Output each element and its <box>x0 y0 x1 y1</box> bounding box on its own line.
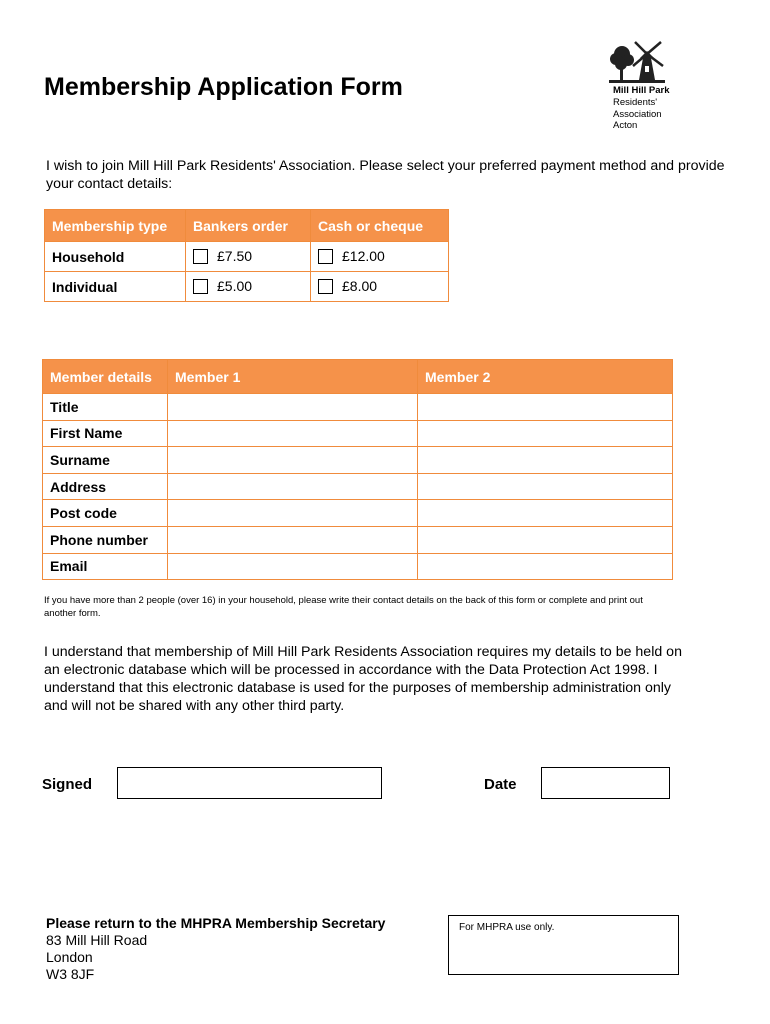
address-line: W3 8JF <box>46 966 95 982</box>
table-header-row <box>45 210 449 242</box>
member2-title-field[interactable] <box>418 394 673 421</box>
table-row <box>43 420 673 447</box>
logo-name: Mill Hill Park <box>613 85 670 96</box>
member-details-table <box>42 359 673 580</box>
logo <box>607 40 687 132</box>
field-label: Title <box>43 394 168 421</box>
signature-field[interactable] <box>117 767 382 799</box>
field-label: Address <box>43 473 168 500</box>
table-row <box>45 242 449 272</box>
price: £12.00 <box>342 248 385 265</box>
table-row <box>43 553 673 580</box>
price: £7.50 <box>217 248 253 265</box>
individual-bankers-option[interactable] <box>186 272 311 302</box>
checkbox[interactable] <box>193 279 208 294</box>
member2-post-code-field[interactable] <box>418 500 673 527</box>
price: £5.00 <box>217 278 253 295</box>
header-membership-type: Membership type <box>45 210 186 242</box>
member1-phone-field[interactable] <box>168 526 418 553</box>
member2-email-field[interactable] <box>418 553 673 580</box>
page-title: Membership Application Form <box>44 73 403 101</box>
field-label: Email <box>43 553 168 580</box>
member1-email-field[interactable] <box>168 553 418 580</box>
header-member-details: Member details <box>43 360 168 394</box>
household-cash-option[interactable] <box>311 242 449 272</box>
header-cash-cheque: Cash or cheque <box>311 210 449 242</box>
return-address <box>46 915 385 983</box>
row-label: Individual <box>45 272 186 302</box>
checkbox[interactable] <box>318 279 333 294</box>
address-line: London <box>46 949 93 965</box>
data-protection-declaration: I understand that membership of Mill Hill Park Residents Association requires my details to be held on an electronic database which will be processed in accordance with the Data Protection Act 1998. I understand that this electronic database is used for the purposes of membership administration only and will not be shared with any other third party. <box>44 644 682 714</box>
membership-table <box>44 209 449 302</box>
logo-line: Acton <box>613 120 638 131</box>
logo-line: Residents' <box>613 97 658 108</box>
return-heading: Please return to the MHPRA Membership Secretary <box>46 915 386 931</box>
header-member-1: Member 1 <box>168 360 418 394</box>
household-note: If you have more than 2 people (over 16) in your household, please write their contact details on the back of this form or complete and print out another form. <box>44 595 643 619</box>
table-row <box>45 272 449 302</box>
price: £8.00 <box>342 278 378 295</box>
member1-address-field[interactable] <box>168 473 418 500</box>
household-bankers-option[interactable] <box>186 242 311 272</box>
individual-cash-option[interactable] <box>311 272 449 302</box>
intro-text: I wish to join Mill Hill Park Residents' Association. Please select your preferred payment method and provide your contact details: <box>46 158 725 192</box>
date-field[interactable] <box>541 767 670 799</box>
member2-surname-field[interactable] <box>418 447 673 474</box>
member2-first-name-field[interactable] <box>418 420 673 447</box>
table-row <box>43 394 673 421</box>
office-use-label: For MHPRA use only. <box>459 922 555 933</box>
member2-address-field[interactable] <box>418 473 673 500</box>
checkbox[interactable] <box>318 249 333 264</box>
address-line: 83 Mill Hill Road <box>46 932 148 948</box>
member1-surname-field[interactable] <box>168 447 418 474</box>
checkbox[interactable] <box>193 249 208 264</box>
table-row <box>43 473 673 500</box>
member2-phone-field[interactable] <box>418 526 673 553</box>
office-use-box <box>448 915 679 975</box>
table-row <box>43 526 673 553</box>
table-row <box>43 500 673 527</box>
field-label: Surname <box>43 447 168 474</box>
row-label: Household <box>45 242 186 272</box>
signed-label: Signed <box>42 776 93 793</box>
member1-title-field[interactable] <box>168 394 418 421</box>
member1-post-code-field[interactable] <box>168 500 418 527</box>
table-header-row <box>43 360 673 394</box>
header-bankers-order: Bankers order <box>186 210 311 242</box>
field-label: Phone number <box>43 526 168 553</box>
logo-line: Association <box>613 108 662 120</box>
header-member-2: Member 2 <box>418 360 673 394</box>
table-row <box>43 447 673 474</box>
field-label: Post code <box>43 500 168 527</box>
member1-first-name-field[interactable] <box>168 420 418 447</box>
field-label: First Name <box>43 420 168 447</box>
windmill-and-tree-icon <box>609 40 665 84</box>
date-label: Date <box>484 776 517 793</box>
